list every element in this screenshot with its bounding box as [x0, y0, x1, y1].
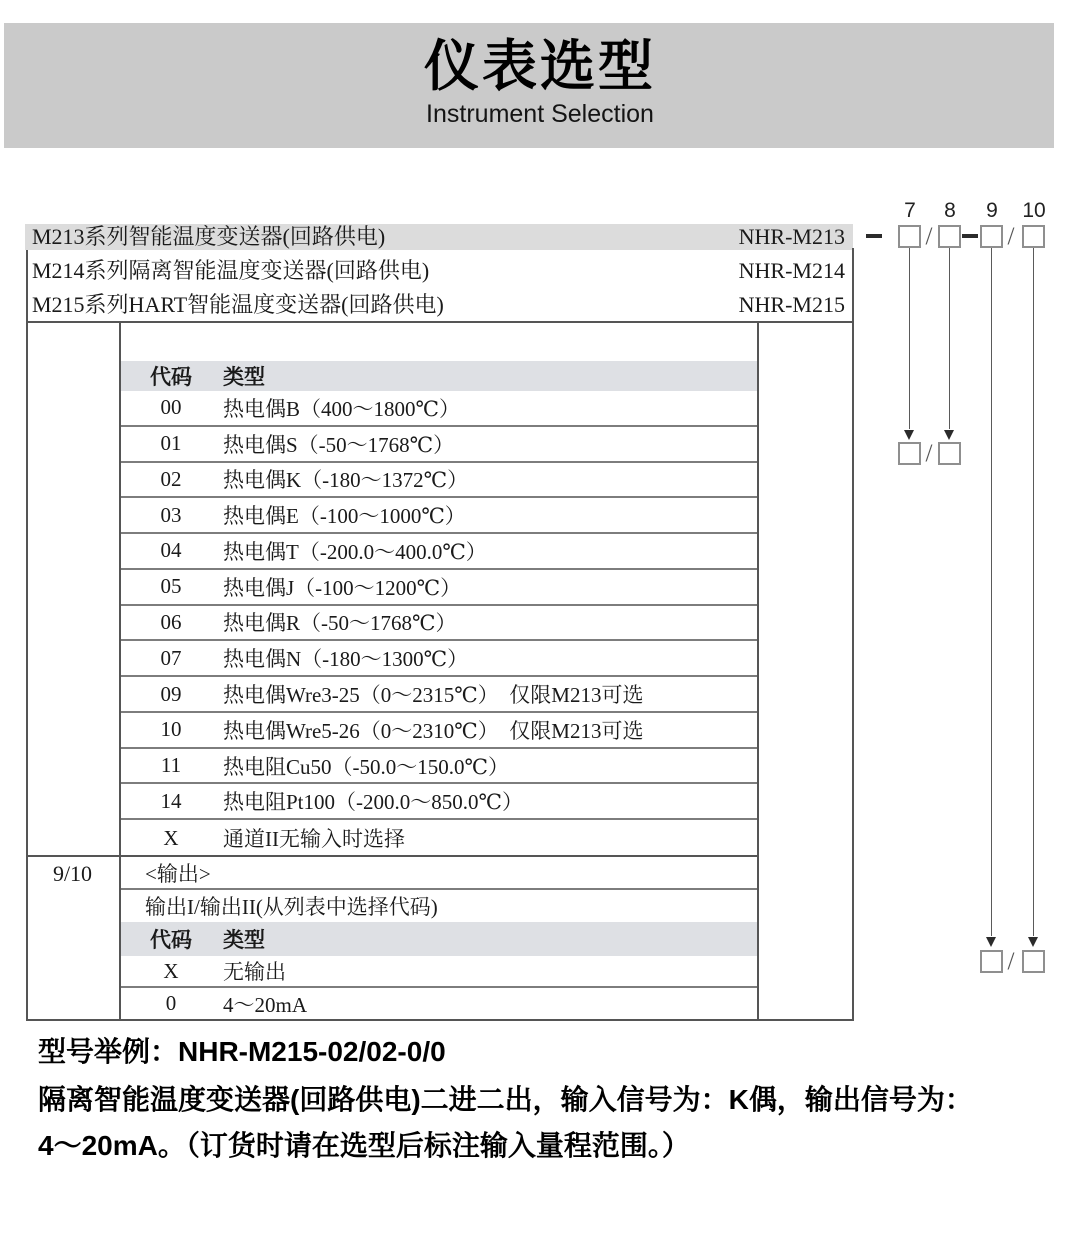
series-row-m213 — [25, 224, 853, 250]
selection-box-10-target — [1022, 950, 1045, 973]
type-cell: 热电偶E（-100～1000℃） — [223, 504, 466, 529]
code-cell: 07 — [160, 645, 182, 670]
example-description-line1: 隔离智能温度变送器(回路供电)二进二出，输入信号为：K偶，输出信号为： — [38, 1084, 973, 1115]
selection-box-9 — [980, 225, 1003, 248]
output-subtitle-row: 输出I/输出II(从列表中选择代码) — [145, 895, 438, 919]
series-model: NHR-M214 — [738, 258, 845, 283]
position-number-10: 10 — [1022, 199, 1046, 222]
table-row — [121, 427, 757, 463]
selection-box-7-target — [898, 442, 921, 465]
series-model: NHR-M215 — [738, 292, 845, 317]
series-model: NHR-M213 — [738, 224, 845, 249]
series-row-m214 — [25, 258, 853, 284]
leader-line-10 — [1033, 248, 1035, 936]
type-cell: 热电偶T（-200.0～400.0℃） — [223, 539, 487, 564]
arrow-down-icon — [1028, 937, 1038, 947]
code-cell: 09 — [160, 681, 182, 706]
type-cell: 通道II无输入时选择 — [223, 827, 405, 852]
code-cell: 03 — [160, 502, 182, 527]
code-cell: 11 — [160, 753, 182, 778]
table-border-left — [26, 250, 28, 1021]
type-cell: 热电偶R（-50～1768℃） — [223, 611, 457, 636]
code-cell: 0 — [165, 991, 177, 1015]
table-divider-right-column — [757, 321, 759, 1021]
series-name: M215系列HART智能温度变送器(回路供电) — [32, 292, 444, 317]
table-row — [121, 713, 757, 749]
selection-box-10 — [1022, 225, 1045, 248]
type-cell: 热电偶J（-100～1200℃） — [223, 575, 462, 600]
table-row — [121, 641, 757, 677]
table-row — [121, 749, 757, 785]
input-table-rows — [121, 391, 757, 856]
type-cell: 热电偶B（400～1800℃） — [223, 396, 460, 421]
slash-separator: / — [925, 440, 933, 467]
slash-separator: / — [925, 223, 933, 250]
code-cell: 10 — [160, 717, 182, 742]
leader-line-8 — [949, 248, 951, 429]
selection-box-8 — [938, 225, 961, 248]
arrow-down-icon — [904, 430, 914, 440]
series-name: M214系列隔离智能温度变送器(回路供电) — [32, 258, 430, 283]
slash-separator: / — [1007, 223, 1015, 250]
code-cell: 02 — [160, 466, 182, 491]
example-description-line2: 4～20mA。（订货时请在选型后标注输入量程范围。） — [38, 1130, 690, 1161]
type-cell: 无输出 — [223, 960, 286, 984]
page-subtitle: Instrument Selection — [426, 100, 654, 128]
selection-box-7 — [898, 225, 921, 248]
dash-separator — [866, 234, 882, 238]
type-cell: 4～20mA — [223, 992, 307, 1017]
table-row — [121, 820, 757, 856]
code-cell: X — [163, 825, 179, 850]
type-cell: 热电偶S（-50～1768℃） — [223, 432, 455, 457]
type-cell: 热电偶Wre3-25（0～2315℃） 仅限M213可选 — [223, 683, 644, 707]
selection-box-8-target — [938, 442, 961, 465]
page-title: 仪表选型 — [423, 35, 656, 97]
leader-line-7 — [909, 248, 911, 429]
position-number-7: 7 — [904, 199, 916, 222]
output-table — [121, 857, 757, 1019]
table-row — [121, 988, 757, 1019]
code-cell: 06 — [160, 609, 182, 634]
code-cell: 01 — [160, 431, 182, 456]
table-row — [121, 463, 757, 499]
table-border-top — [26, 321, 854, 323]
arrow-down-icon — [944, 430, 954, 440]
type-cell: 热电偶K（-180～1372℃） — [223, 468, 469, 493]
code-cell: 00 — [160, 395, 182, 420]
code-cell: 14 — [160, 788, 182, 813]
table-row — [121, 391, 757, 427]
table-row — [121, 956, 757, 988]
type-header: 类型 — [223, 928, 265, 952]
type-cell: 热电阻Pt100（-200.0～850.0℃） — [223, 790, 523, 815]
model-example: 型号举例：NHR-M215-02/02-0/0 — [38, 1036, 446, 1067]
type-cell: 热电偶N（-180～1300℃） — [223, 647, 469, 672]
table-row — [121, 498, 757, 534]
slash-separator: / — [1007, 948, 1015, 975]
position-number-8: 8 — [944, 199, 956, 222]
position-label-9-10: 9/10 — [52, 861, 93, 886]
leader-line-9 — [991, 248, 993, 936]
code-header: 代码 — [150, 365, 192, 389]
code-cell: 04 — [160, 538, 182, 563]
table-row — [121, 784, 757, 820]
series-name: M213系列智能温度变送器(回路供电) — [32, 224, 386, 249]
type-cell: 热电阻Cu50（-50.0～150.0℃） — [223, 754, 509, 779]
code-cell: X — [163, 958, 179, 983]
code-cell: 05 — [160, 574, 182, 599]
arrow-down-icon — [986, 937, 996, 947]
selection-box-9-target — [980, 950, 1003, 973]
output-table-header — [121, 922, 757, 956]
series-row-m215 — [25, 292, 853, 318]
table-row — [121, 534, 757, 570]
table-border-right — [852, 248, 854, 1021]
table-row — [121, 570, 757, 606]
table-row — [121, 606, 757, 642]
table-row — [121, 677, 757, 713]
input-table-header — [121, 361, 757, 391]
table-border-bottom — [26, 1019, 854, 1021]
dash-separator — [962, 234, 978, 238]
position-number-9: 9 — [986, 199, 998, 222]
code-header: 代码 — [150, 928, 192, 952]
type-header: 类型 — [223, 365, 265, 389]
type-cell: 热电偶Wre5-26（0～2310℃） 仅限M213可选 — [223, 718, 644, 743]
output-title-row: <输出> — [121, 857, 757, 890]
